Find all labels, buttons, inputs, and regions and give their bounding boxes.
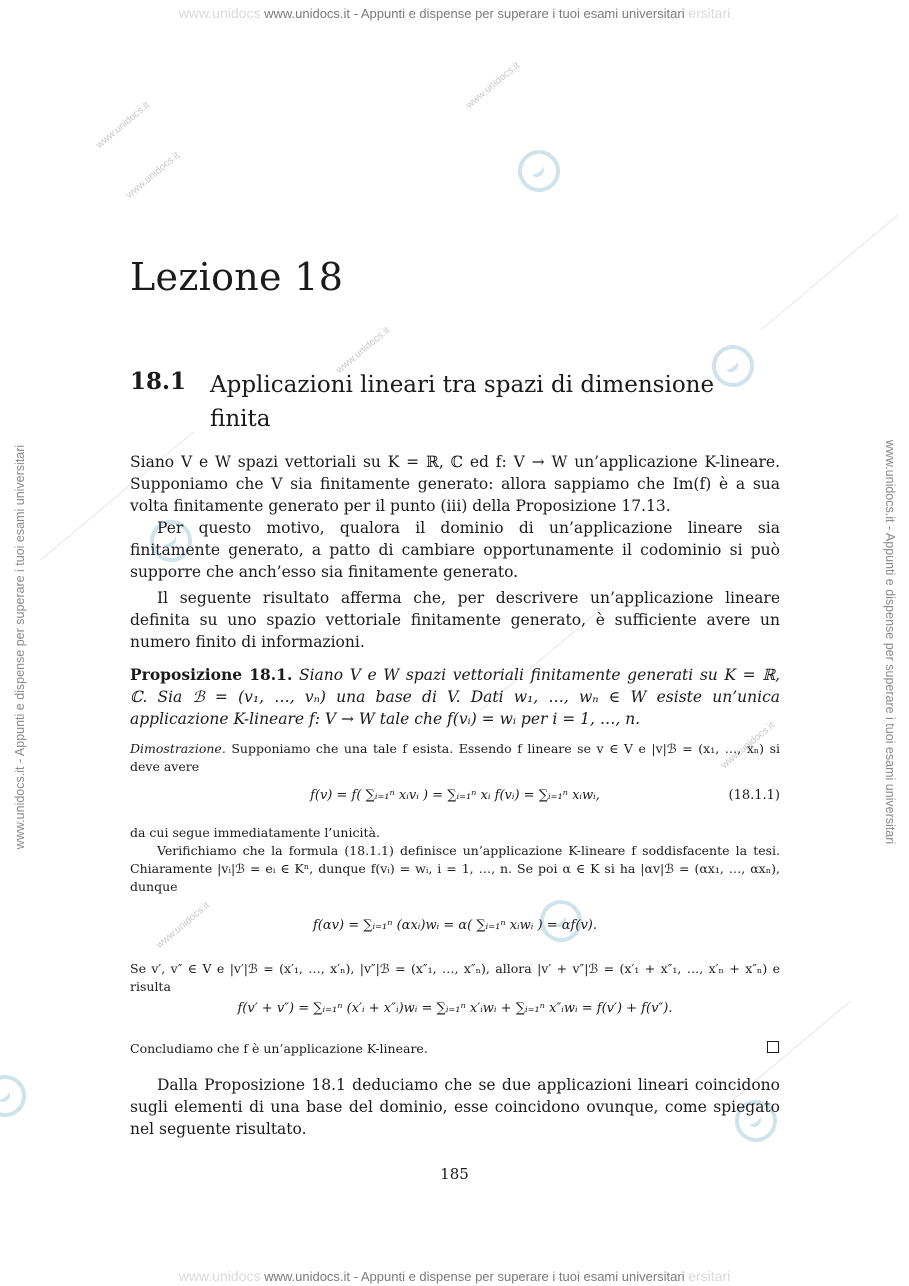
unidocs-logo-icon — [0, 1067, 34, 1125]
watermark-ghost-left: www.unidocs — [178, 5, 261, 21]
watermark-side-right: www.unidocs.it - Appunti e dispense per superare i tuoi esami universitari — [883, 439, 897, 845]
watermark-diagonal: www.unidocs.it — [719, 720, 777, 771]
page-number: 185 — [440, 1165, 469, 1183]
proposition-text: Siano V e W spazi vettoriali finitamente generati su K = ℝ, ℂ. Sia ℬ = (v₁, …, vₙ) una base di V. Dati w₁, …, wₙ ∈ W esiste un’unica applicazione K-lineare f: V → W tale che f(vᵢ) = wᵢ per i = 1, …, n. — [130, 666, 781, 728]
watermark-diagonal: www.unidocs.it — [94, 100, 152, 151]
paragraph-1: Siano V e W spazi vettoriali su K = ℝ, ℂ ed f: V → W un’applicazione K-lineare. Supponiamo che V sia finitamente generato: allora sappiamo che Im(f) è a sua volta finitamente generato per il punto (iii) della Proposizione 17.13. — [130, 453, 780, 515]
proof-line-3: Verifichiamo che la formula (18.1.1) definisce un’applicazione K-lineare f soddisfacente la tesi. Chiaramente |vᵢ|ℬ = eᵢ ∈ Kⁿ, dunque f(vᵢ) = wᵢ, i = 1, …, n. Se poi α ∈ K si ha |αv|ℬ = (αx₁, …, αxₙ), dunque — [130, 843, 780, 894]
watermark-diagonal: www.unidocs.it — [464, 60, 522, 111]
watermark-footer-text: www.unidocs.it - Appunti e dispense per superare i tuoi esami universitari — [264, 1269, 685, 1284]
equation-scalar: f(αv) = ∑ᵢ₌₁ⁿ (αxᵢ)wᵢ = α( ∑ᵢ₌₁ⁿ xᵢwᵢ ) = αf(v). — [313, 918, 597, 933]
equation-number: (18.1.1) — [728, 788, 780, 803]
watermark-footer-ghost-right: ersitari — [688, 1268, 731, 1284]
proof-conclusion: Concludiamo che f è un’applicazione K-lineare. — [130, 1041, 428, 1056]
watermark-footer — [0, 1268, 909, 1284]
qed-box-icon — [767, 1041, 779, 1053]
proof-intro — [130, 740, 780, 776]
watermark-header-text: www.unidocs.it - Appunti e dispense per superare i tuoi esami universitari — [264, 6, 685, 21]
proof-label: Dimostrazione. — [130, 741, 226, 756]
proof-line-1: Supponiamo che una tale f esista. Essendo f lineare se v ∈ V e |v|ℬ = (x₁, …, xₙ) si deve avere — [130, 741, 780, 774]
unidocs-logo-icon — [510, 142, 568, 200]
equation-additivity: f(v′ + v″) = ∑ᵢ₌₁ⁿ (x′ᵢ + x″ᵢ)wᵢ = ∑ᵢ₌₁ⁿ x′ᵢwᵢ + ∑ᵢ₌₁ⁿ x″ᵢwᵢ = f(v′) + f(v″). — [237, 1001, 673, 1016]
proof-line-4: Se v′, v″ ∈ V e |v′|ℬ = (x′₁, …, x′ₙ), |v″|ℬ = (x″₁, …, x″ₙ), allora |v′ + v″|ℬ = (x′₁ + x″₁, …, x′ₙ + x″ₙ) e risulta — [130, 961, 780, 994]
watermark-header — [0, 5, 909, 21]
watermark-line — [760, 214, 899, 330]
watermark-footer-ghost-left: www.unidocs — [178, 1268, 261, 1284]
watermark-diagonal: www.unidocs.it — [334, 325, 392, 376]
watermark-side-left: www.unidocs.it - Appunti e dispense per superare i tuoi esami universitari — [13, 444, 27, 850]
section-title: Applicazioni lineari tra spazi di dimensione finita — [210, 372, 715, 432]
section-number: 18.1 — [130, 368, 187, 395]
watermark-diagonal: www.unidocs.it — [124, 150, 182, 201]
watermark-diagonal: www.unidocs.it — [154, 900, 212, 951]
paragraph-3: Il seguente risultato afferma che, per descrivere un’applicazione lineare definita su uno spazio vettoriale finitamente generato, è sufficiente avere un numero finito di informazioni. — [130, 589, 780, 651]
equation-18-1-1: f(v) = f( ∑ᵢ₌₁ⁿ xᵢvᵢ ) = ∑ᵢ₌₁ⁿ xᵢ f(vᵢ) = ∑ᵢ₌₁ⁿ xᵢwᵢ, — [310, 788, 600, 803]
proposition — [130, 664, 780, 730]
closing-paragraph: Dalla Proposizione 18.1 deduciamo che se due applicazioni lineari coincidono sugli elementi di una base del dominio, esse coincidono ovunque, come spiegato nel seguente risultato. — [130, 1076, 780, 1138]
watermark-ghost-right: ersitari — [688, 5, 731, 21]
paragraph-2: Per questo motivo, qualora il dominio di un’applicazione lineare sia finitamente generato, a patto di cambiare opportunamente il codominio si può supporre che anch’esso sia finitamente generato. — [130, 519, 780, 581]
proposition-label: Proposizione 18.1. — [130, 665, 293, 684]
chapter-title: Lezione 18 — [130, 255, 344, 299]
proof-line-2: da cui segue immediatamente l’unicità. — [130, 825, 380, 840]
